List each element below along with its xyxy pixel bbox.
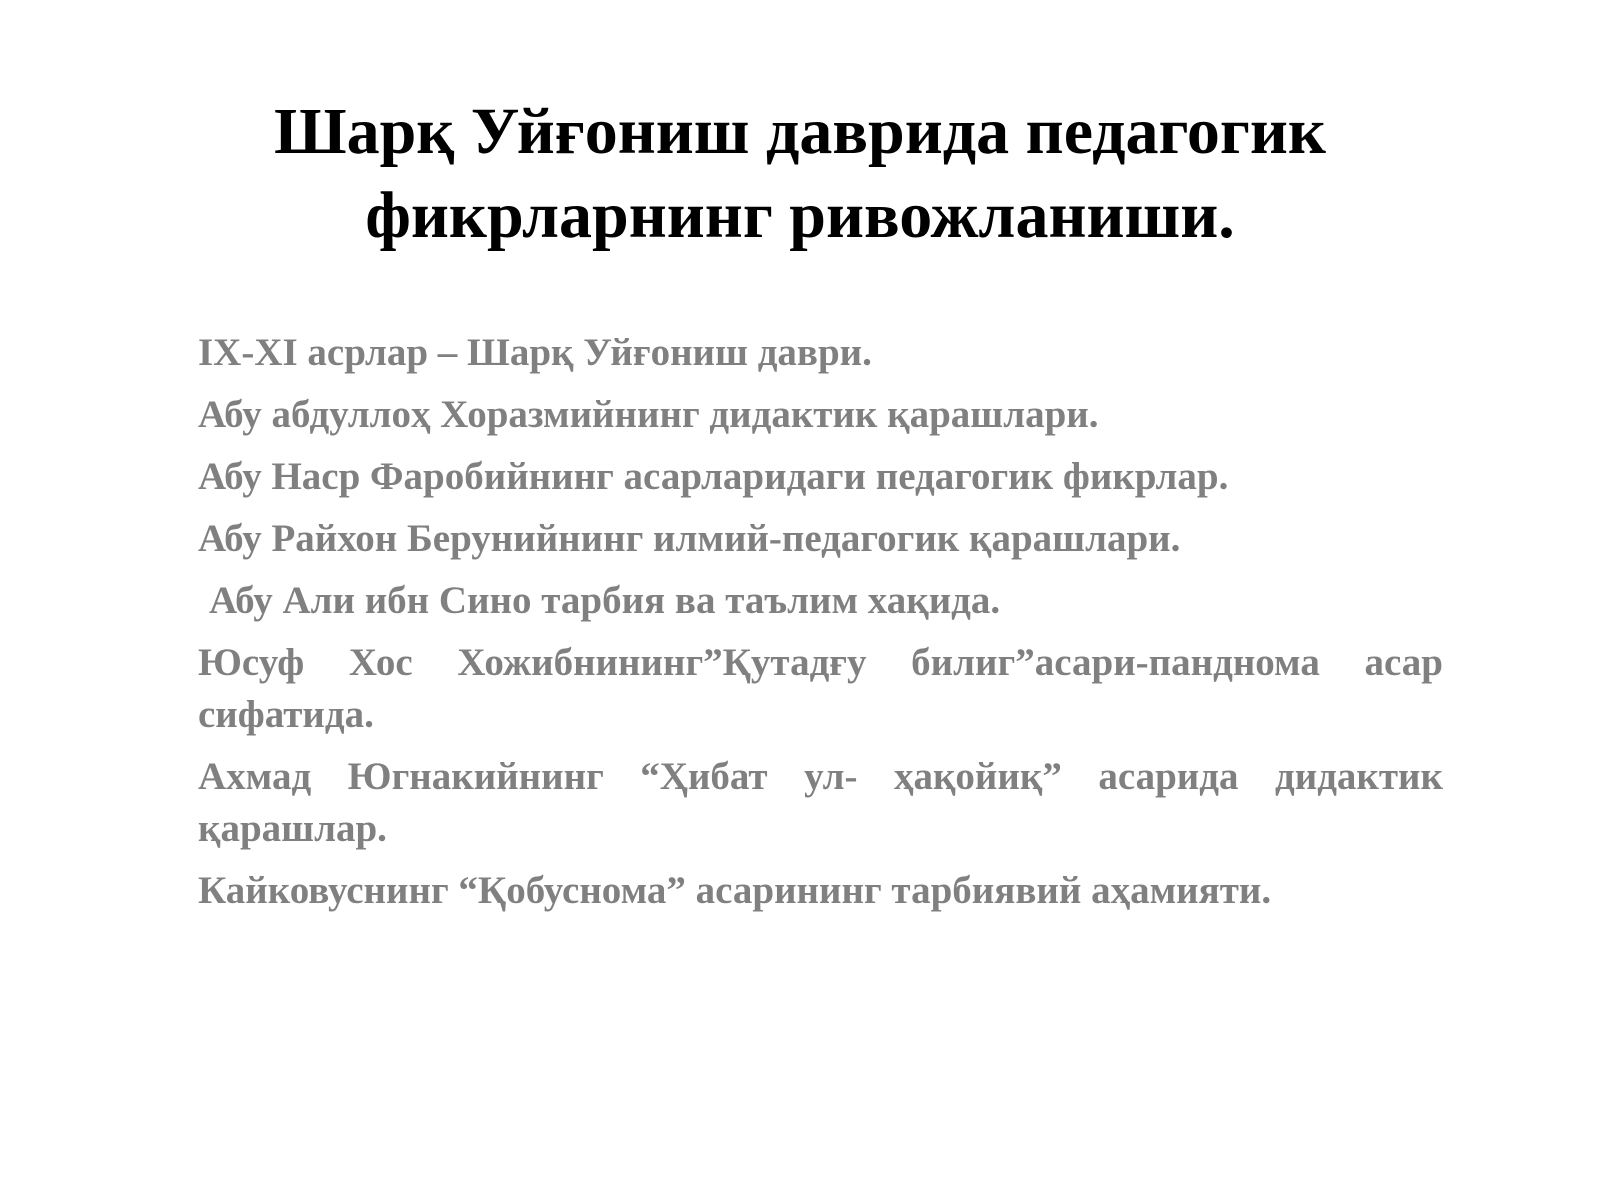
list-item: Юсуф Хос Хожибнининг”Қутадғу билиг”асари-панднома асар сифатида. <box>198 641 1443 736</box>
slide-title <box>140 90 1460 258</box>
content-list <box>198 327 1443 927</box>
title-line-2: фикрларнинг ривожланиши. <box>365 179 1235 252</box>
title-line-1: Шарқ Уйғониш даврида педагогик <box>274 95 1326 168</box>
list-item: Абу Наср Фаробийнинг асарларидаги педагогик фикрлар. <box>198 455 1229 498</box>
list-item: IX-XI асрлар – Шарқ Уйғониш даври. <box>198 331 872 374</box>
list-item: Кайковуснинг “Қобуснома” асарининг тарбиявий аҳамияти. <box>198 869 1272 912</box>
list-item: Ахмад Югнакийнинг “Ҳибат ул- ҳақойиқ” асарида дидактик қарашлар. <box>198 755 1443 850</box>
list-item: Абу абдуллоҳ Хоразмийнинг дидактик қарашлари. <box>198 393 1099 436</box>
list-item: Абу Райхон Берунийнинг илмий-педагогик қарашлари. <box>198 517 1181 560</box>
list-item: Абу Али ибн Сино тарбия ва таълим хақида. <box>209 579 1001 622</box>
